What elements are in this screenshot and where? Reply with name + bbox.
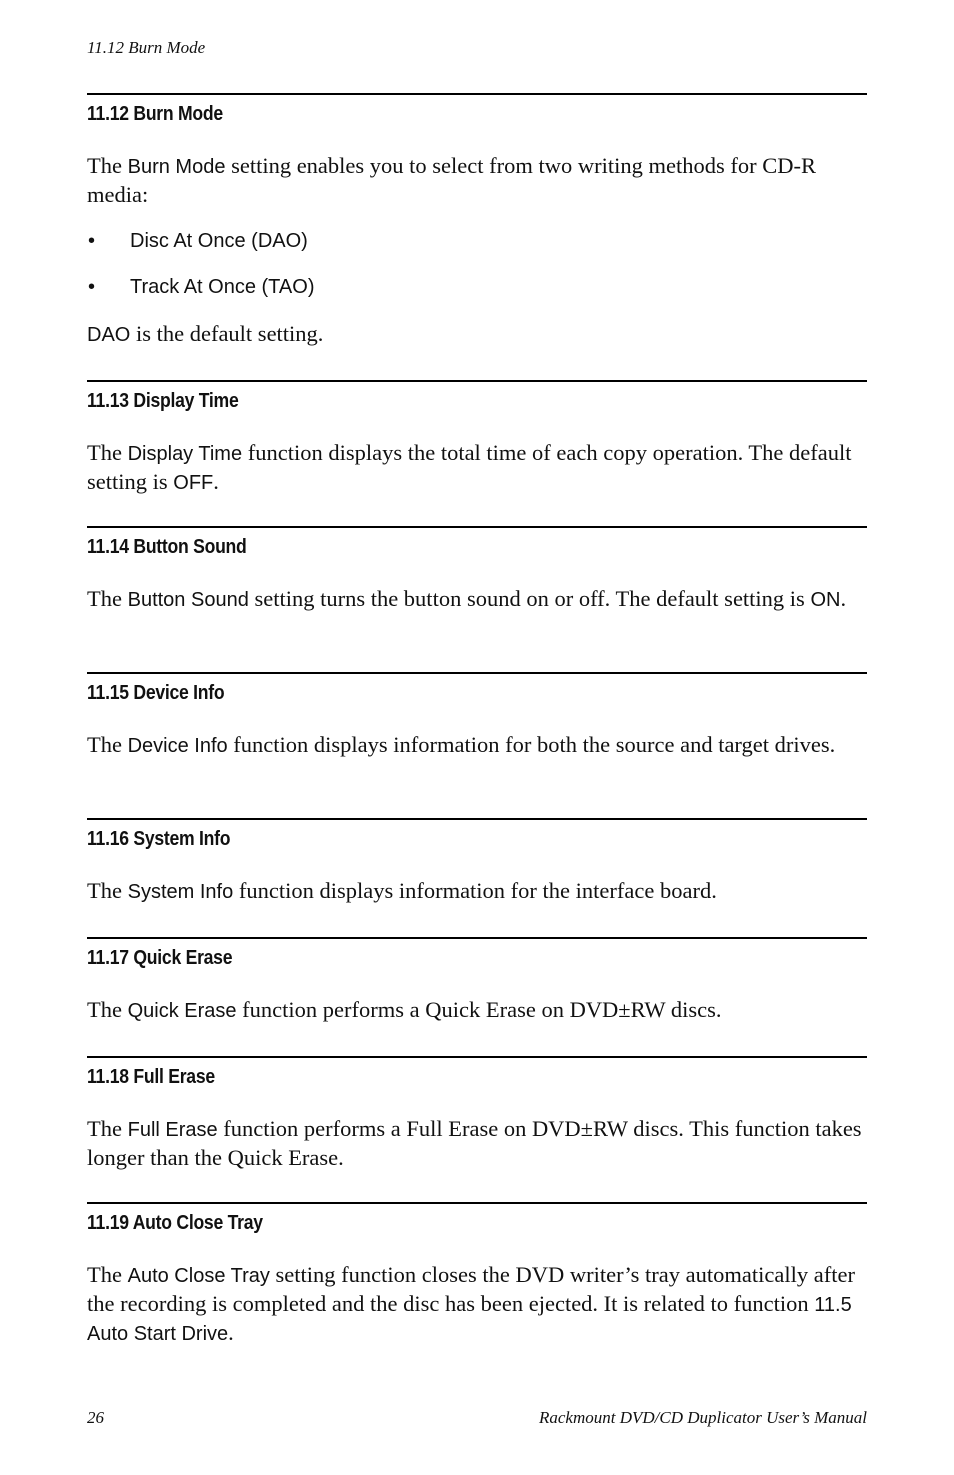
setting-term: Device Info xyxy=(127,735,228,757)
setting-term: DAO xyxy=(87,324,131,346)
section-paragraph: The Display Time function displays the total time of each copy operation. The default setting is OFF. xyxy=(87,440,852,494)
section-display-time xyxy=(87,380,867,497)
section-paragraph: DAO is the default setting. xyxy=(87,321,324,346)
setting-term: Button Sound xyxy=(127,589,249,611)
setting-value: OFF xyxy=(173,472,214,494)
running-head: 11.12 Burn Mode xyxy=(87,38,206,57)
section-divider xyxy=(87,937,867,939)
bullet-icon: • xyxy=(88,230,96,252)
section-quick-erase xyxy=(87,937,867,1025)
setting-term: Quick Erase xyxy=(127,1000,237,1022)
section-burn-mode xyxy=(87,93,867,349)
section-auto-close-tray xyxy=(87,1202,867,1348)
setting-term: Burn Mode xyxy=(127,156,226,178)
section-heading: 11.14 Button Sound xyxy=(87,536,247,558)
section-divider xyxy=(87,93,867,95)
setting-term: Display Time xyxy=(127,443,243,465)
section-paragraph: The Full Erase function performs a Full Erase on DVD±RW discs. This function takes longer than the Quick Erase. xyxy=(87,1116,862,1170)
cross-reference: 11.5 Auto Start Drive xyxy=(87,1294,852,1345)
section-heading: 11.17 Quick Erase xyxy=(87,947,233,969)
setting-term: Auto Close Tray xyxy=(127,1265,270,1287)
bullet-list xyxy=(87,228,867,300)
section-paragraph: The Button Sound setting turns the button sound on or off. The default setting is ON. xyxy=(87,586,847,611)
section-divider xyxy=(87,380,867,382)
bullet-icon: • xyxy=(88,276,96,298)
list-item: • Disc At Once (DAO) xyxy=(88,230,308,252)
section-heading: 11.13 Display Time xyxy=(87,390,239,412)
section-divider xyxy=(87,1202,867,1204)
section-paragraph: The System Info function displays information for the interface board. xyxy=(87,878,717,903)
page-number: 26 xyxy=(87,1408,104,1427)
setting-value: ON xyxy=(810,589,841,611)
section-button-sound xyxy=(87,526,867,614)
section-divider xyxy=(87,1056,867,1058)
section-paragraph: The Auto Close Tray setting function closes the DVD writer’s tray automatically after the recording is completed and the disc has been ejected. It is related to function 11.5 Auto Start Drive. xyxy=(87,1262,855,1345)
section-full-erase xyxy=(87,1056,867,1171)
section-system-info xyxy=(87,818,867,906)
section-heading: 11.18 Full Erase xyxy=(87,1066,215,1088)
section-device-info xyxy=(87,672,867,760)
section-divider xyxy=(87,672,867,674)
section-divider xyxy=(87,818,867,820)
list-item: • Track At Once (TAO) xyxy=(88,276,315,298)
setting-term: System Info xyxy=(127,881,234,903)
section-paragraph: The Quick Erase function performs a Quick Erase on DVD±RW discs. xyxy=(87,997,722,1022)
setting-term: Full Erase xyxy=(127,1119,218,1141)
section-paragraph: The Burn Mode setting enables you to select from two writing methods for CD-R media: xyxy=(87,153,816,207)
section-heading: 11.19 Auto Close Tray xyxy=(87,1212,263,1234)
section-heading: 11.12 Burn Mode xyxy=(87,103,223,125)
section-divider xyxy=(87,526,867,528)
section-heading: 11.15 Device Info xyxy=(87,682,225,704)
section-heading: 11.16 System Info xyxy=(87,828,231,850)
manual-title: Rackmount DVD/CD Duplicator User’s Manual xyxy=(538,1408,867,1427)
section-paragraph: The Device Info function displays information for both the source and target drives. xyxy=(87,732,836,757)
